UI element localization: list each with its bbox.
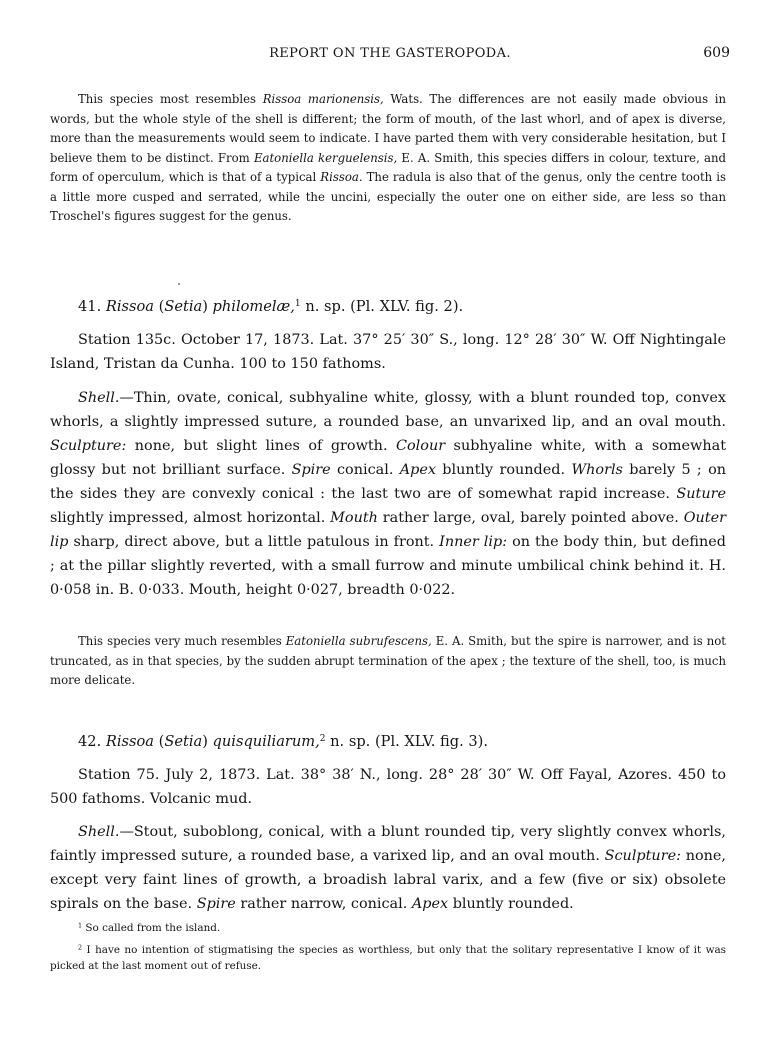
species-41-heading: 41. Rissoa (Setia) philomelæ,$^1$ n. sp. (Pl. XLV. fig. 2). <box>78 298 464 315</box>
species-name: quisquiliarum, <box>212 733 320 750</box>
taxon-name: Eatoniella subrufescens, <box>285 634 432 648</box>
page-number: 609 <box>703 45 730 61</box>
desc-text: —Thin, ovate, conical, subhyaline white, glossy, with a blunt rounded top, convex whorls, a slightly impressed suture, a rounded base, an unvarixed lip, and an oval mouth. <box>50 390 726 430</box>
label-shell: Shell. <box>78 824 120 840</box>
desc-text: barely 5 ; on the sides they are convexly conical : the last two are of somewhat rapid increase. <box>50 462 727 502</box>
label-whorls: Whorls <box>571 462 623 478</box>
desc-text: none, but slight lines of growth. <box>126 438 396 454</box>
desc-text: sharp, direct above, but a little patulous in front. <box>68 534 440 550</box>
desc-text: conical. <box>330 462 400 478</box>
desc-text: bluntly rounded. <box>448 896 574 912</box>
label-outer-lip: Outer lip <box>50 510 726 550</box>
label-apex: Apex <box>411 896 449 912</box>
species-41-remark <box>50 632 726 691</box>
intro-text: Wats. The differences are not easily made obvious in words, but the whole style of the shell is different; the form of mouth, of the last whorl, and of apex is diverse, more than the measurements would seem to indicate. I have parted them with very considerable hesitation, but I believe them to be distinct. From <box>50 92 726 165</box>
label-shell: Shell. <box>78 390 120 406</box>
label-colour: Colour <box>396 438 446 454</box>
label-sculpture: Sculpture: <box>604 848 681 864</box>
desc-text: bluntly rounded. <box>435 462 572 478</box>
label-sculpture: Sculpture: <box>50 438 127 454</box>
footnote-ref: 1 <box>294 299 301 310</box>
page-header <box>50 46 730 68</box>
label-inner-lip: Inner lip: <box>439 534 508 550</box>
genus-name: Rissoa <box>105 733 154 750</box>
label-suture: Suture <box>676 486 726 502</box>
subgenus-name: Setia <box>164 298 203 315</box>
label-apex: Apex <box>399 462 436 478</box>
intro-text: This species most resembles <box>78 92 263 106</box>
desc-text: on the body thin, but defined ; at the pillar slightly reverted, with a small furrow and minute umbilical chink behind it. H. 0·058 in. B. 0·033. Mouth, height 0·027, breadth 0·022. <box>50 534 726 598</box>
footnote-text: So called from the island. <box>82 922 221 934</box>
species-42-heading: 42. Rissoa (Setia) quisquiliarum,$^2$ n. sp. (Pl. XLV. fig. 3). <box>78 733 488 750</box>
footnote-text: I have no intention of stigmatising the species as worthless, but only that the solitary representative I know of it was picked at the last moment out of refuse. <box>50 944 726 972</box>
footnote-2 <box>50 942 726 974</box>
desc-text: none, except very faint lines of growth, a broadish labral varix, and a few (five or six) obsolete spirals on the base. <box>50 848 726 912</box>
desc-text: rather large, oval, barely pointed above. <box>377 510 684 526</box>
intro-paragraph <box>50 90 726 227</box>
desc-text: —Stout, suboblong, conical, with a blunt rounded tip, very slightly convex whorls, faintly impressed suture, a rounded base, a varixed lip, and an oval mouth. <box>50 824 726 864</box>
heading-plate-ref: n. sp. (Pl. XLV. fig. 2). <box>300 298 464 315</box>
species-42-description <box>50 820 726 916</box>
footnote-mark: 1 <box>78 921 83 930</box>
subgenus-name: Setia <box>164 733 203 750</box>
desc-text: slightly impressed, almost horizontal. <box>50 510 331 526</box>
label-spire: Spire <box>196 896 236 912</box>
stray-mark <box>178 283 180 285</box>
footnote-mark: 2 <box>78 943 83 952</box>
desc-text: rather narrow, conical. <box>235 896 412 912</box>
species-name: philomelæ, <box>212 298 295 315</box>
taxon-name: Rissoa marionensis, <box>262 92 384 106</box>
species-41-station: Station 135c. October 17, 1873. Lat. 37° 25′ 30″ S., long. 12° 28′ 30″ W. Off Nightingale Island, Tristan da Cunha. 100 to 150 fathoms. <box>50 332 726 372</box>
intro-text: E. A. Smith, this species differs in colour, texture, and form of operculum, which is that of a typical <box>50 150 726 184</box>
species-42-station: Station 75. July 2, 1873. Lat. 38° 38′ N., long. 28° 28′ 30″ W. Off Fayal, Azores. 450 to 500 fathoms. Volcanic mud. <box>50 767 726 807</box>
intro-text: The radula is also that of the genus, only the centre tooth is a little more cusped and serrated, while the uncini, especially the outer one on either side, are less so than Troschel's figures suggest for the genus. <box>50 170 726 223</box>
taxon-name: Rissoa. <box>320 170 363 184</box>
species-41-description <box>50 386 726 602</box>
remark-text: This species very much resembles <box>78 634 286 648</box>
desc-text: subhyaline white, with a somewhat glossy but not brilliant surface. <box>50 438 726 478</box>
species-number: 41. <box>78 298 106 315</box>
label-mouth: Mouth <box>330 510 378 526</box>
running-title: REPORT ON THE GASTEROPODA. <box>269 46 511 61</box>
remark-text: E. A. Smith, but the spire is narrower, and is not truncated, as in that species, by the sudden abrupt termination of the apex ; the texture of the shell, too, is much more delicate. <box>50 634 726 687</box>
footnote-ref: 2 <box>319 734 326 745</box>
taxon-name: Eatoniella kerguelensis, <box>253 150 398 165</box>
label-spire: Spire <box>291 462 331 478</box>
footnote-1 <box>78 920 220 936</box>
species-number: 42. <box>78 733 106 750</box>
heading-plate-ref: n. sp. (Pl. XLV. fig. 3). <box>325 733 488 750</box>
genus-name: Rissoa <box>105 298 154 315</box>
